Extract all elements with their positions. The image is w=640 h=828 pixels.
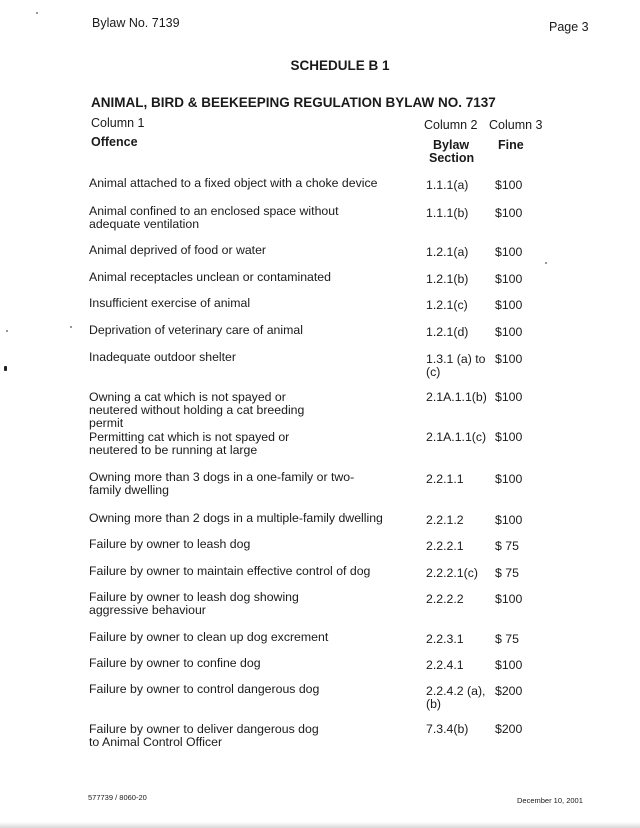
fine-cell: $100 — [495, 658, 523, 672]
fine-cell: $100 — [495, 592, 523, 606]
column-2-heading-line1: Bylaw — [433, 138, 470, 152]
schedule-title: SCHEDULE B 1 — [290, 58, 390, 73]
bylaw-title: ANIMAL, BIRD & BEEKEEPING REGULATION BYLAW NO. 7137 — [91, 95, 496, 110]
offence-cell: Owning more than 2 dogs in a multiple-family dwelling — [89, 511, 383, 525]
fine-cell: $100 — [495, 472, 523, 486]
fine-cell: $ 75 — [495, 632, 519, 646]
column-3-label: Column 3 — [489, 118, 543, 132]
section-cell: 7.3.4(b) — [426, 722, 469, 736]
scan-speck — [6, 330, 8, 332]
offence-cell: Deprivation of veterinary care of animal — [89, 323, 303, 337]
offence-cell: Failure by owner to deliver dangerous dog to Animal Control Officer — [89, 722, 319, 749]
page-number: Page 3 — [549, 20, 589, 34]
scan-edge — [0, 822, 640, 828]
offence-cell: Animal deprived of food or water — [89, 243, 267, 257]
footer-date: December 10, 2001 — [517, 796, 583, 805]
column-2-heading-line2: Section — [429, 151, 475, 165]
scan-speck — [545, 262, 547, 264]
fine-cell: $100 — [495, 352, 523, 366]
section-cell: 1.2.1(b) — [426, 272, 469, 286]
offence-cell: Failure by owner to leash dog — [89, 537, 251, 551]
offence-cell: Insufficient exercise of animal — [89, 296, 251, 310]
offence-cell: Failure by owner to confine dog — [89, 656, 261, 670]
section-cell: 2.2.2.1(c) — [426, 566, 478, 580]
section-cell: 2.2.1.2 — [426, 513, 464, 527]
offence-cell: Owning more than 3 dogs in a one-family or two-family dwelling — [89, 470, 355, 497]
fine-cell: $ 75 — [495, 539, 519, 553]
fine-cell: $100 — [495, 513, 523, 527]
fine-cell: $100 — [495, 206, 523, 220]
offence-cell: Permitting cat which is not spayed or neutered to be running at large — [89, 430, 290, 457]
fine-cell: $200 — [495, 722, 523, 736]
column-3-heading: Fine — [498, 138, 524, 152]
offence-cell: Failure by owner to maintain effective control of dog — [89, 564, 371, 578]
section-cell: 2.2.2.2 — [426, 592, 464, 606]
fine-cell: $100 — [495, 390, 523, 404]
offence-cell: Animal confined to an enclosed space without adequate ventilation — [89, 204, 339, 231]
section-cell: 2.2.2.1 — [426, 539, 464, 553]
scan-speck — [36, 12, 38, 14]
column-1-heading: Offence — [91, 135, 138, 149]
column-1-label: Column 1 — [91, 116, 145, 130]
offence-cell: Inadequate outdoor shelter — [89, 350, 236, 364]
section-cell: 2.1A.1.1(c) — [426, 430, 487, 444]
column-2-label: Column 2 — [424, 118, 478, 132]
section-cell: 1.1.1(a) — [426, 178, 469, 192]
fine-cell: $100 — [495, 178, 523, 192]
offence-cell: Owning a cat which is not spayed or neutered without holding a cat breeding permit — [89, 390, 305, 430]
section-cell: 2.2.4.1 — [426, 658, 464, 672]
section-cell: 1.1.1(b) — [426, 206, 469, 220]
offence-cell: Failure by owner to clean up dog excrement — [89, 630, 329, 644]
offence-cell: Animal attached to a fixed object with a choke device — [89, 176, 378, 190]
section-cell: 2.2.3.1 — [426, 632, 464, 646]
section-cell: 2.2.1.1 — [426, 472, 464, 486]
offence-cell: Animal receptacles unclean or contaminated — [89, 270, 331, 284]
scan-speck — [70, 326, 72, 328]
offence-cell: Failure by owner to control dangerous dog — [89, 682, 320, 696]
bylaw-number-header: Bylaw No. 7139 — [92, 16, 180, 30]
section-cell: 1.2.1(a) — [426, 245, 469, 259]
fine-cell: $100 — [495, 430, 523, 444]
document-number: 577739 / 8060-20 — [88, 793, 147, 802]
section-cell: 1.2.1(d) — [426, 325, 469, 339]
fine-cell: $200 — [495, 684, 523, 698]
scan-speck — [4, 366, 7, 371]
fine-cell: $100 — [495, 245, 523, 259]
fine-cell: $100 — [495, 325, 523, 339]
section-cell: 1.2.1(c) — [426, 298, 468, 312]
section-cell: 1.3.1 (a) to (c) — [426, 352, 486, 379]
section-cell: 2.1A.1.1(b) — [426, 390, 487, 404]
fine-cell: $ 75 — [495, 566, 519, 580]
fine-cell: $100 — [495, 272, 523, 286]
fine-cell: $100 — [495, 298, 523, 312]
section-cell: 2.2.4.2 (a), (b) — [426, 684, 486, 711]
offence-cell: Failure by owner to leash dog showing aggressive behaviour — [89, 590, 299, 617]
